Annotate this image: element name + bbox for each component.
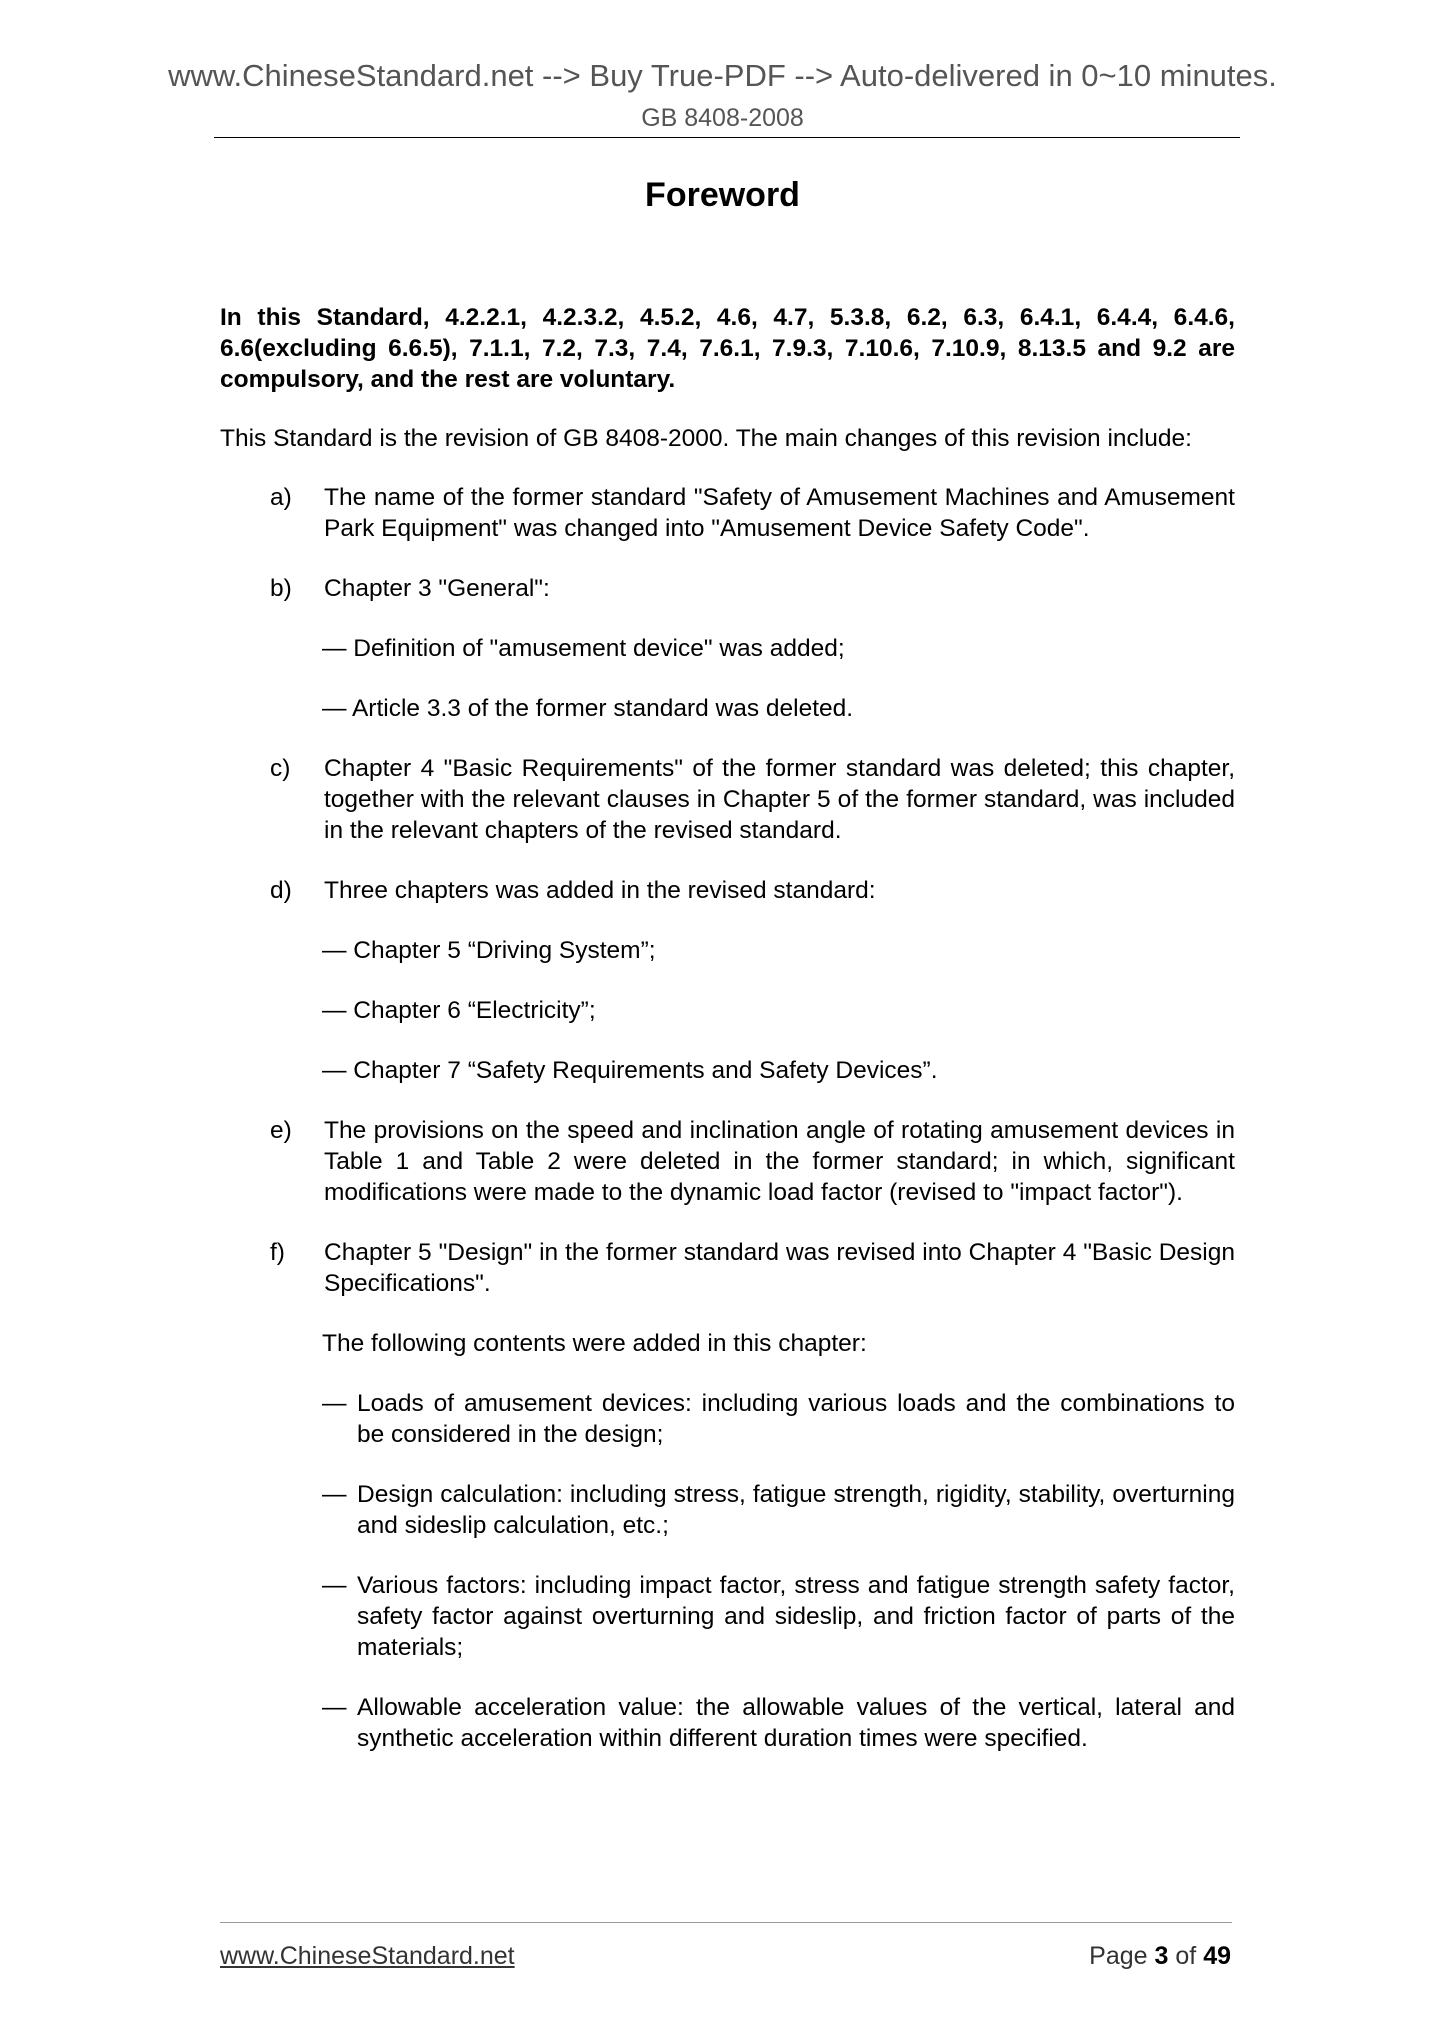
footer-divider [220,1922,1232,1923]
page-title: Foreword [645,176,800,214]
sub-item-text: Loads of amusement devices: including various loads and the combinations to be considered in the design; [357,1390,1235,1448]
em-dash: — [322,1694,347,1721]
sub-item [220,1479,1235,1541]
sub-item: — Chapter 7 “Safety Requirements and Safety Devices”. [322,1057,938,1084]
list-item-text: Chapter 5 "Design" in the former standard was revised into Chapter 4 "Basic Design Specifications". [324,1239,1235,1297]
list-item-c [220,753,1235,846]
list-item-text: Chapter 4 "Basic Requirements" of the former standard was deleted; this chapter, together with the relevant clauses in Chapter 5 of the former standard, was included in the relevant chapters of the revised standard. [324,755,1235,844]
sub-item: — Chapter 6 “Electricity”; [322,997,596,1024]
list-item-e [220,1115,1235,1208]
list-marker: f) [270,1239,285,1266]
list-item-d [220,875,1235,906]
sub-item [220,1692,1235,1754]
list-marker: e) [270,1117,292,1144]
footer-website-link[interactable]: www.ChineseStandard.net [220,1942,515,1970]
list-marker: c) [270,755,291,782]
sub-item: — Chapter 5 “Driving System”; [322,937,656,964]
list-item-f [220,1237,1235,1299]
sub-item-text: Design calculation: including stress, fatigue strength, rigidity, stability, overturning and sideslip calculation, etc.; [357,1481,1235,1539]
list-marker: b) [270,575,292,602]
sub-item: — Article 3.3 of the former standard was deleted. [322,695,854,722]
page-number [1089,1941,1231,1971]
list-item-text: The name of the former standard "Safety of Amusement Machines and Amusement Park Equipment" was changed into "Amusement Device Safety Code". [324,484,1235,542]
list-marker: d) [270,877,292,904]
document-code: GB 8408-2008 [641,104,804,132]
page-content [220,302,1235,1754]
sub-lead-text: The following contents were added in this chapter: [322,1330,867,1357]
list-marker: a) [270,484,292,511]
sub-item-text: Allowable acceleration value: the allowable values of the vertical, lateral and synthetic acceleration within different duration times were specified. [357,1694,1235,1752]
list-item-b [220,573,1235,604]
sub-item [220,1570,1235,1663]
page-current: 3 [1154,1942,1169,1970]
top-banner[interactable]: www.ChineseStandard.net --> Buy True-PDF --> Auto-delivered in 0~10 minutes. [168,58,1277,93]
compulsory-clauses-paragraph: In this Standard, 4.2.2.1, 4.2.3.2, 4.5.2, 4.6, 4.7, 5.3.8, 6.2, 6.3, 6.4.1, 6.4.4, 6.4.6, 6.6(excluding 6.6.5), 7.1.1, 7.2, 7.3, 7.4, 7.6.1, 7.9.3, 7.10.6, 7.10.9, 8.13.5 and 9.2 are compulsory, and the rest are voluntary. [220,304,1235,393]
sub-item-text: Various factors: including impact factor, stress and fatigue strength safety factor, safety factor against overturning and sideslip, and friction factor of parts of the materials; [357,1572,1235,1661]
list-item-text: Three chapters was added in the revised standard: [324,877,876,904]
list-item-text: Chapter 3 "General": [324,575,550,602]
em-dash: — [322,1481,347,1508]
sub-item: — Definition of "amusement device" was added; [322,635,845,662]
em-dash: — [322,1390,347,1417]
list-item-text: The provisions on the speed and inclination angle of rotating amusement devices in Table 1 and Table 2 were deleted in the former standard; in which, significant modifications were made to the dynamic load factor (revised to "impact factor"). [324,1117,1235,1206]
page-total: 49 [1203,1942,1231,1970]
list-item-a [220,482,1235,544]
page-prefix: Page [1089,1942,1148,1970]
header-divider [214,137,1240,138]
page-of: of [1175,1942,1197,1970]
em-dash: — [322,1572,347,1599]
sub-item [220,1388,1235,1450]
revision-intro-paragraph: This Standard is the revision of GB 8408-2000. The main changes of this revision include: [220,425,1192,452]
